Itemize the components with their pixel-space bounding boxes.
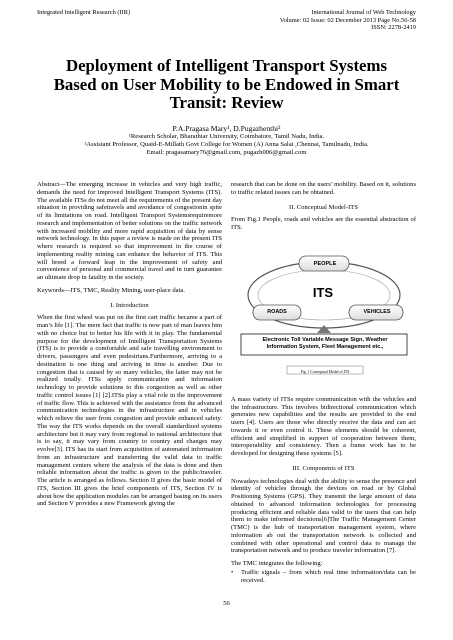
section-heading-components: III. Components of ITS [292, 464, 355, 472]
journal-volume: Volume: 02 Issue: 02 December 2013 Page No.56-58 [279, 16, 416, 24]
abstract: Abstract—The emerging increase in vehicles and very high traffic, demands the need for improved Intelligent Transport Systems (ITS). The available ITSs do not meet all the requirements of the present day situation in providing safetravels and avoidance of congestionin spite of its limitations on road. Intelligent Transport Systemsrequiremore research and implementation of better solutions on the traffic network with increased mobility and more rapid acquisition of data by sense network technology. In this paper a review is made on the present ITS where research is required so that improvement in the course of implementing reality mining can enhance the behavior of ITS. This will breed a forward leap in the improvement of safety and convenience of personal and commercial travel and in turn guarantee an ultimate drop in fatality in the society. [37, 181, 222, 281]
down-arrow-icon [317, 325, 331, 333]
section-heading-conceptual-model: II. Conceptual Model-ITS [289, 203, 358, 211]
figure-caption: Fig. 1 Conceptual Model of ITS [300, 369, 350, 374]
applications-text [243, 337, 407, 351]
page-number: 56 [223, 600, 230, 607]
paragraph: A mass variety of ITSs require communication with the vehicles and the infrastructure. This involves bidirectional communication which generates new capabilities and the results are provided to the end users [4]. Users are those who directly receive the data and can act towards it or even control it. These elements should be coherent, efficient and simplified in support of cooperation between them, interoperability and consistency. Then a frame work has to be developed for designing these systems [5]. [231, 395, 416, 457]
bullet-icon: • [231, 568, 234, 576]
list-item-text: Traffic signals – from which real time information/data can be received. [241, 568, 416, 584]
label-its: ITS [312, 284, 334, 300]
title-line-3: Transit: Review [169, 93, 284, 113]
keywords: Keywords—ITS, TMC, Reality Mining, user-place data. [37, 286, 185, 294]
journal-publisher: Integrated Intelligent Research (IIR) [37, 9, 131, 16]
paragraph: Nowadays technologies deal with the ability to sense the presence and identity of vehicles through the devices on road or by Global Positioning Systems (GPS). They transmit the large amount of data obtained to advanced information technologies for processing producing efficient and reliable data valid to the users that can help them to make informed decisions[6]The Traffic Management Center (TMC) is the hub of transportation management system, where information ab out the transportation network is collected and combined with other operational and control data to manage the transportation network and to produce traveler information [7]. [231, 477, 416, 555]
introduction-text: When the first wheel was put on the first cart traffic became a part of man’s life [1]. The mere fact that traffic is now part of man leaves him with no choice but to better his life with it in play. The fundamental purpose for the development of Intelligent Transportation Systems (ITS) is to provide a comfortable and safe travelling environment to drivers, passengers and even pedestrians.Furthermore, arriving to a destination is one thing and arriving in time is another. Due to congestion that is caused by so many vehicles, the latter may not be realized totally. ITSs apply communication and information technology to provide solutions to this congestion as well as other traffic control issues [1] [2].ITSs play a vital role in the improvement of traffic flow. This is achieved with the assistance from the advanced communication technologies in the infrastructure and in vehicles which relieve the user from congestion and provide enhanced safety. The way the ITS works depends on the overall standardized systems architecture but it may vary from regional to national architecture that is to say, it may vary from country to country and changes may evolve[3]. ITS has its start from acquisition of automated information from an infrastructure and transferring the valid data to traffic management centers where the analysis of the data is done and then reliable information about the traffic is given to the public/traveler. The article is arranged as follows. Section II gives the basic model of ITS, Section III gives the brief components of ITS, Section IV is about how the application modules can be arranged basing on its users and Section V provides a new Framework giving the [37, 314, 222, 508]
title-line-2: Based on User Mobility to be Endowed in Smart [53, 74, 400, 94]
paragraph: The TMC integrates the following: [231, 560, 323, 567]
label-vehicles: VEHICLES [363, 308, 391, 315]
applications-line-2: Information System, Fleet Management etc., [266, 343, 384, 350]
paper-title [40, 57, 413, 113]
journal-name: International Journal of Web Technology [311, 9, 416, 16]
affiliation-1: ¹Research Scholar, Bharathiar University, Coimbatore, Tamil Nadu, India. [128, 133, 325, 141]
journal-issn: ISSN: 2278-2419 [371, 24, 416, 32]
title-line-1: Deployment of Intelligent Transport Systems [65, 56, 387, 75]
author-emails: Email: pragasamary76@gmail.com, pugazh006@gmail.com [146, 149, 307, 157]
left-column [37, 181, 222, 513]
section-heading-introduction: I. Introduction [110, 301, 149, 309]
applications-line-1: Electronic Toll Variable Message Sign, Weather [262, 336, 388, 343]
affiliation-2: ²Assistant Professor, Quaid-E-Millath Govt College for Women (A) Anna Salai ,Chennai, Tamilnadu, India. [84, 141, 369, 149]
paragraph: From Fig.1 People, roads and vehicles are the essential abstraction of ITS. [231, 216, 416, 231]
label-people: PEOPLE [313, 260, 337, 267]
label-roads: ROADS [267, 308, 287, 315]
figure-conceptual-model [231, 237, 416, 392]
journal-info [280, 9, 416, 32]
right-column [231, 181, 416, 584]
author-names: P.A.Pragasa Mary¹, D.Pugazhenthi² [172, 124, 281, 133]
paragraph: research that can be done on the users’ mobility. Based on it, solutions to traffic related issues can be obtained. [231, 181, 416, 196]
author-block [30, 125, 423, 157]
list-item [231, 569, 416, 585]
